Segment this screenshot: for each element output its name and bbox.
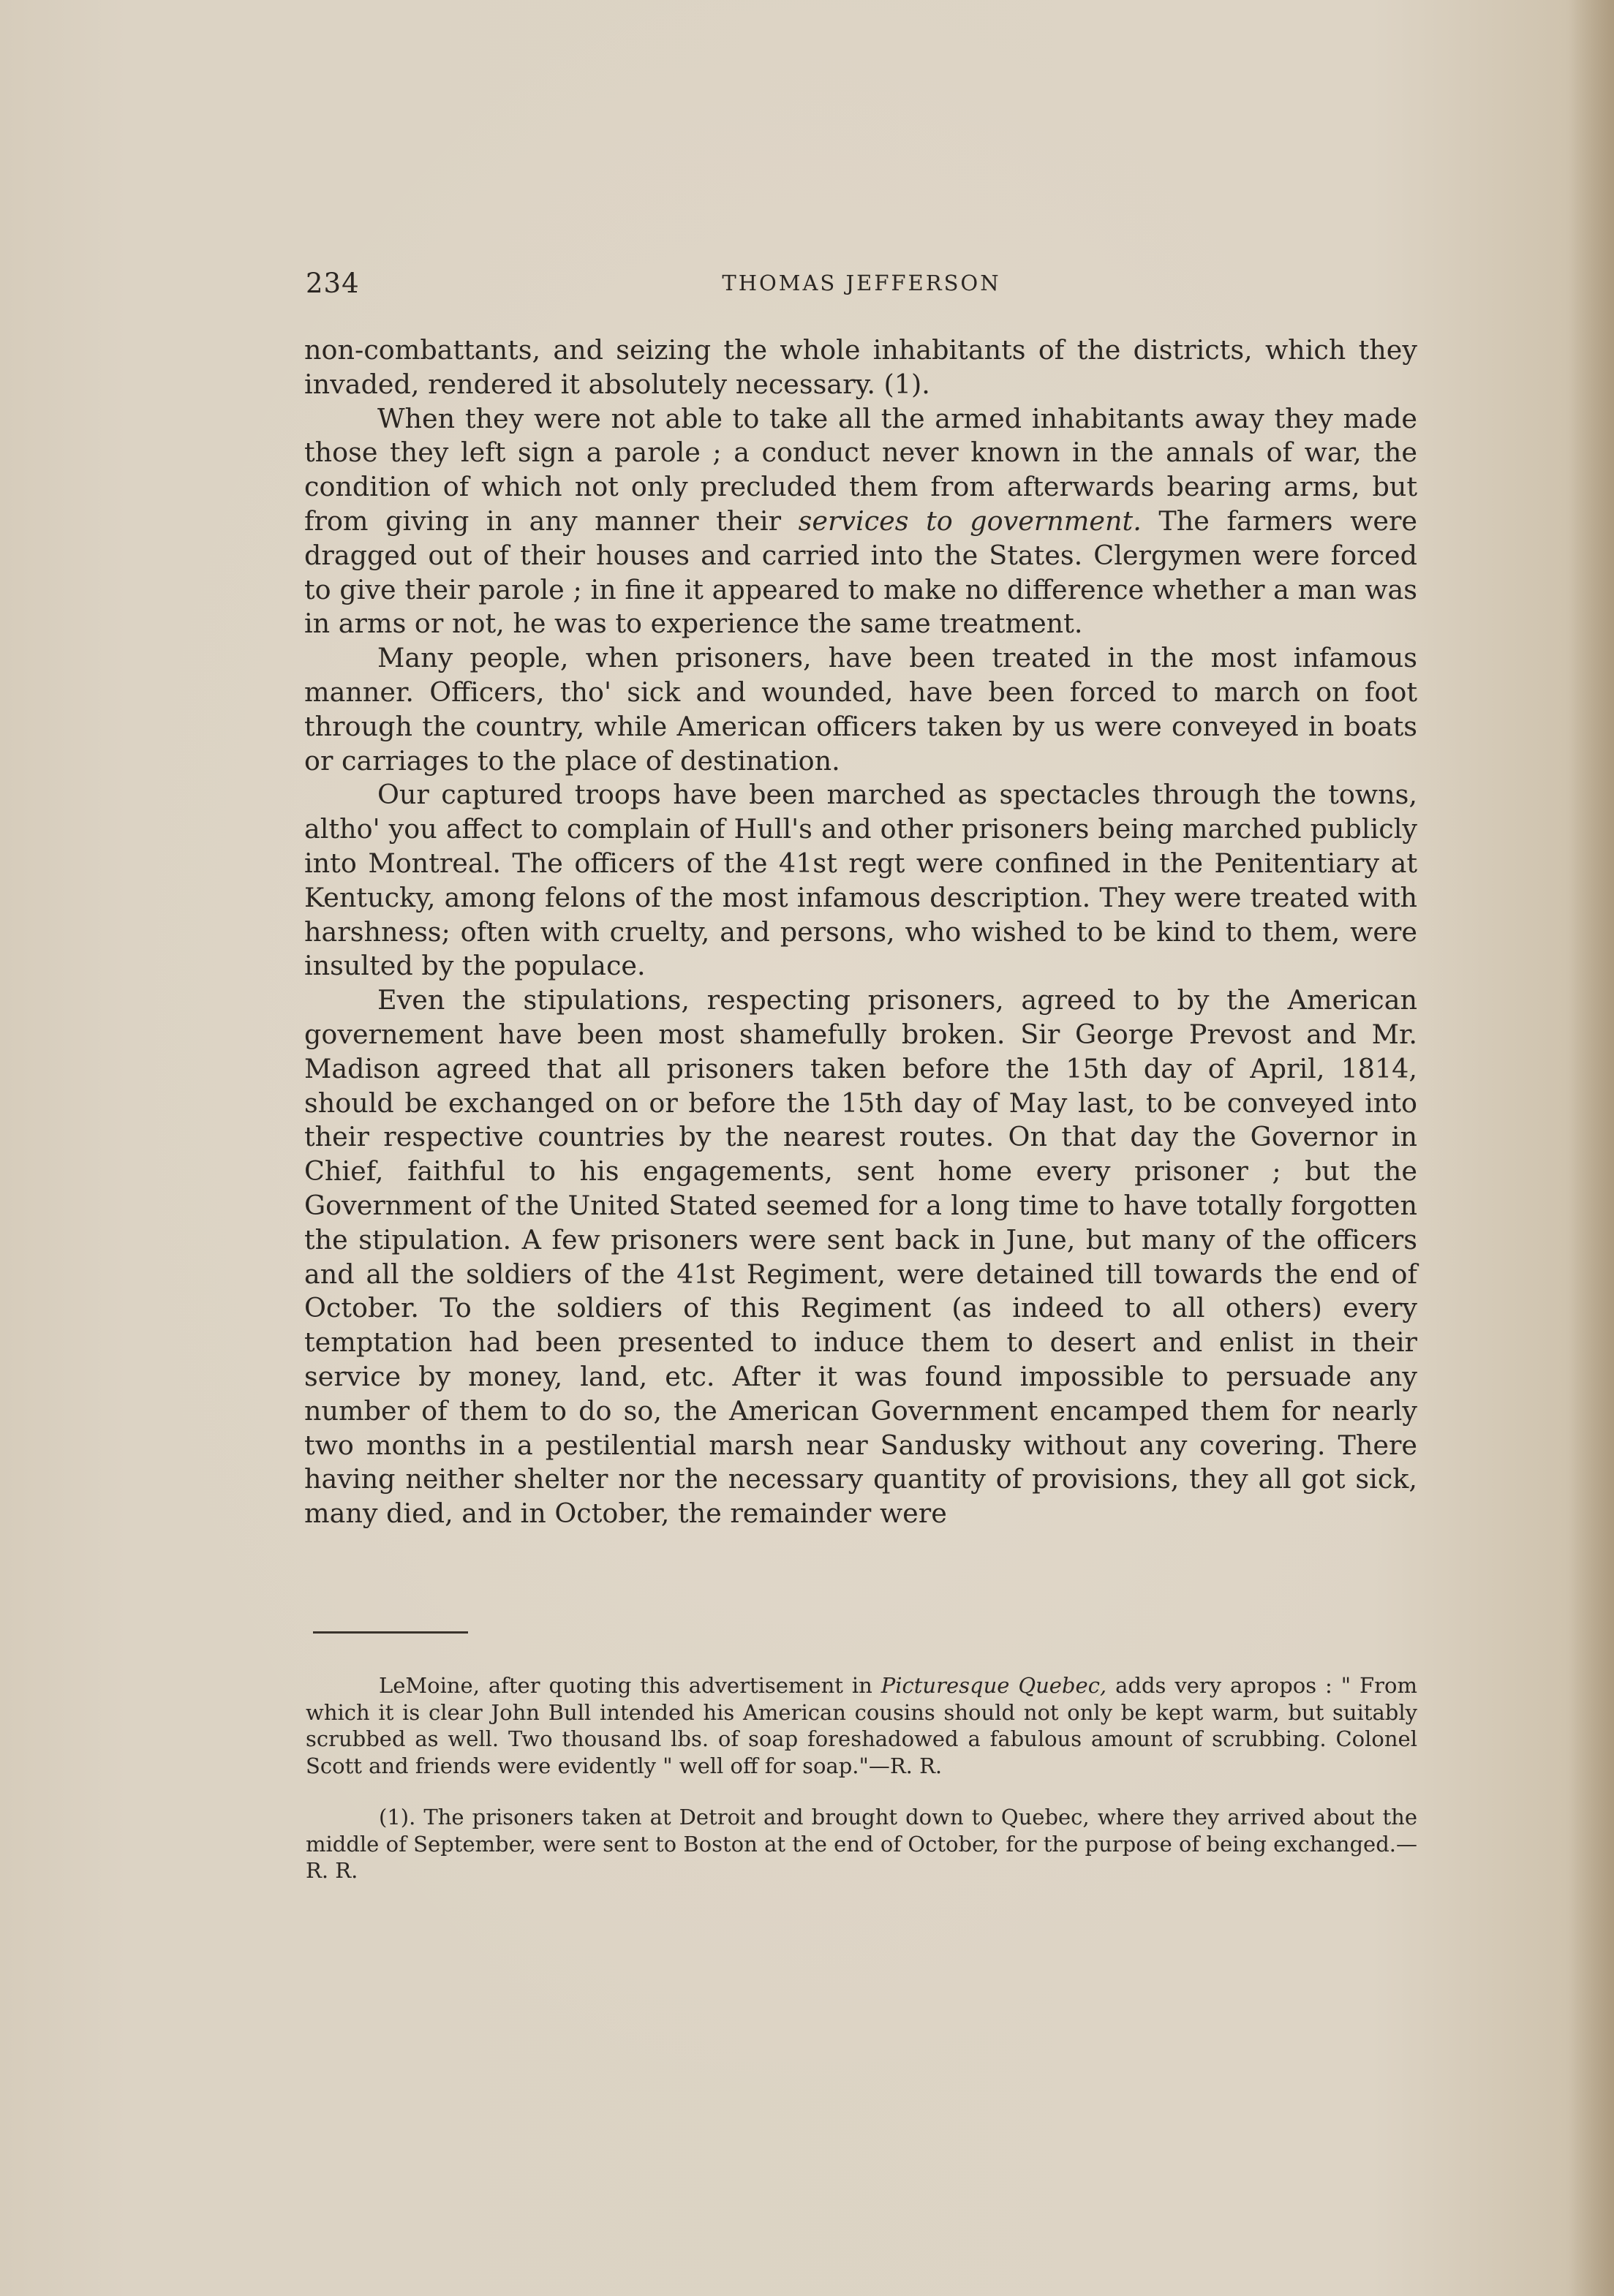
page-number: 234	[306, 268, 360, 299]
paragraph-2-italic: services to government.	[798, 505, 1142, 537]
footnote-1-italic: Picturesque Quebec,	[880, 1673, 1107, 1698]
footnote-1-text-b: adds very apropos : " From which it is clear John Bull intended his American cousins should not only be kept warm, but suitably scrubbed as well. Two thousand lbs. of soap foreshadowed a fabulous amount of scrubbing. Colonel Scott and friends were evidently " well off for soap."—R. R.	[306, 1673, 1417, 1778]
paragraph-2-text-a: When they were not able to take all the armed inhabitants away they made those they left sign a parole ; a conduct never known in the annals of war, the condition of which not only precluded them from afterwards bearing arms, but from giving in any manner their	[304, 402, 1417, 537]
paragraph-2-text-b: The farmers were dragged out of their houses and carried into the States. Clergymen were forced to give their parole ; in fine it appeared to make no difference whether a man was in arms or not, he was to experience the same treatment.	[304, 505, 1418, 640]
paragraph-1: non-combattants, and seizing the whole inhabitants of the districts, which they invaded, rendered it absolutely necessary. (1).	[304, 334, 1417, 400]
body-text	[304, 333, 1417, 1531]
page-header	[306, 268, 1417, 311]
paragraph-5: Even the stipulations, respecting prisoners, agreed to by the American governement have been most shamefully broken. Sir George Prevost and Mr. Madison agreed that all prisoners taken before the 15th day of April, 1814, should be exchanged on or before the 15th day of May last, to be conveyed into their respective countries by the nearest routes. On that day the Governor in Chief, faithful to his engagements, sent home every prisoner ; but the Government of the United Stated seemed for a long time to have totally forgotten the stipulation. A few prisoners were sent back in June, but many of the officers and all the soldiers of the 41st Regiment, were detained till towards the end of October. To the soldiers of this Regiment (as indeed to all others) every temptation had been presented to induce them to desert and enlist in their service by money, land, etc. After it was found impossible to persuade any number of them to do so, the American Government encamped them for nearly two months in a pestilential marsh near Sandusky without any covering. There having neither shelter nor the necessary quantity of provisions, they all got sick, many died, and in October, the remainder were	[304, 984, 1417, 1530]
paragraph-2	[304, 402, 1417, 642]
footnotes	[306, 1672, 1417, 1884]
paragraph-3: Many people, when prisoners, have been treated in the most infamous manner. Officers, tho' sick and wounded, have been forced to march on foot through the country, while American officers taken by us were conveyed in boats or carriages to the place of destination.	[304, 642, 1417, 777]
footnote-1-text-a: LeMoine, after quoting this advertisement in	[379, 1673, 881, 1698]
footnote-rule	[313, 1631, 468, 1634]
running-title: THOMAS JEFFERSON	[722, 271, 1001, 295]
paragraph-4: Our captured troops have been marched as spectacles through the towns, altho' you affect to complain of Hull's and other prisoners being marched publicly into Montreal. The officers of the 41st regt were confined in the Penitentiary at Kentucky, among felons of the most infamous description. They were treated with harshness; often with cruelty, and persons, who wished to be kind to them, were insulted by the populace.	[304, 779, 1417, 982]
footnote-2: (1). The prisoners taken at Detroit and brought down to Quebec, where they arrived about the middle of September, were sent to Boston at the end of October, for the purpose of being exchanged.—R. R.	[306, 1805, 1417, 1883]
page-edge-shadow	[1570, 0, 1614, 2296]
footnote-1	[306, 1672, 1417, 1779]
